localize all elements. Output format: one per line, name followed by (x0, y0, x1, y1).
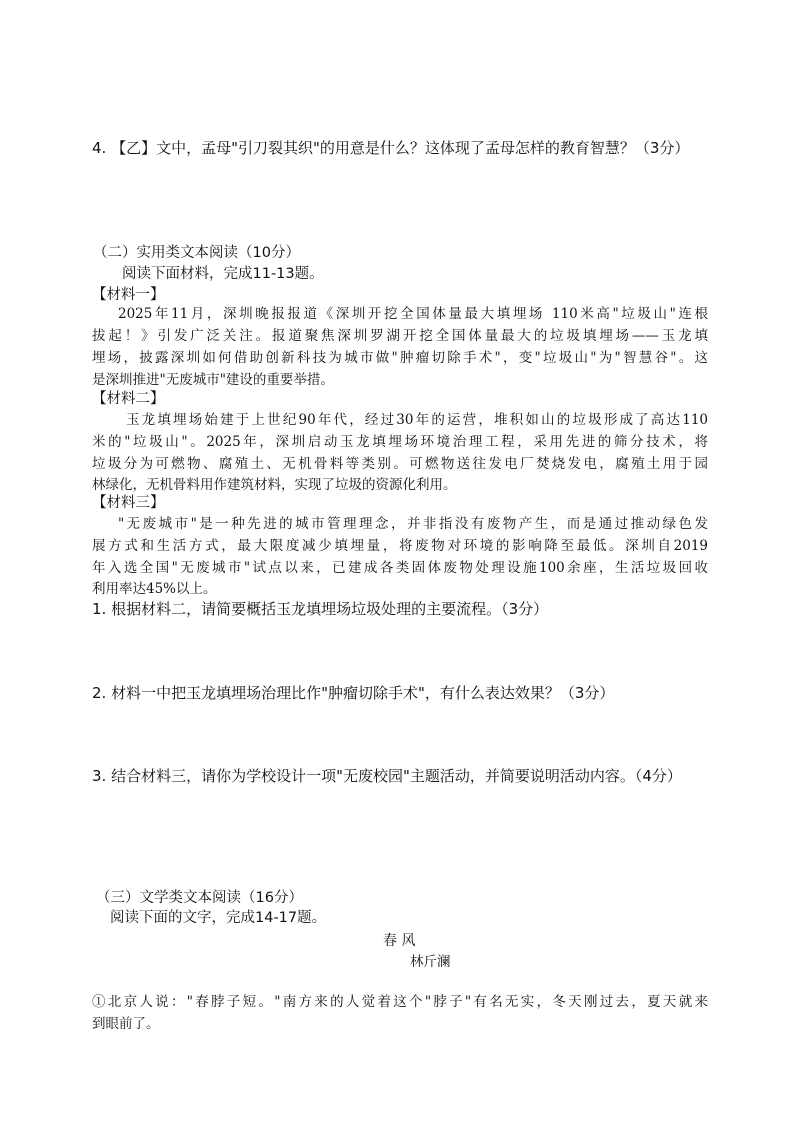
material-2-line-3: 垃圾分为可燃物、腐殖土、无机骨料等类别。可燃物送往发电厂焚烧发电，腐殖土用于园 (92, 456, 708, 472)
material-2-line-1: 玉龙填埋场始建于上世纪90年代，经过30年的运营，堆积如山的垃圾形成了高达110 (126, 412, 708, 428)
section-3-heading: （三）文学类文本阅读（16分） (96, 890, 303, 906)
question-4: 4. 【乙】文中，孟母"引刀裂其织"的用意是什么？这体现了孟母怎样的教育智慧？（3分） (92, 139, 690, 157)
section-3-instruction: 阅读下面的文字，完成14-17题。 (110, 910, 327, 926)
material-3-line-3: 年入选全国"无废城市"试点以来，已建成各类固体废物处理设施100余座，生活垃圾回收 (92, 560, 708, 576)
material-2-line-2: 米的"垃圾山"。2025年，深圳启动玉龙填埋场环境治理工程，采用先进的筛分技术，将 (92, 434, 708, 450)
section-2-instruction: 阅读下面材料，完成11-13题。 (122, 266, 324, 282)
material-3-line-4: 利用率达45%以上。 (92, 581, 217, 597)
story-title: 春 风 (383, 933, 416, 949)
material-1-line-2: 拔起！》引发广泛关注。报道聚焦深圳罗湖开挖全国体量最大的垃圾填埋场——玉龙填 (92, 328, 708, 344)
question-13: 3. 结合材料三，请你为学校设计一项"无废校园"主题活动，并简要说明活动内容。（4分） (92, 767, 682, 785)
section-2-heading: （二）实用类文本阅读（10分） (93, 245, 300, 261)
story-paragraph-1-line-2: 到眼前了。 (92, 1016, 160, 1032)
material-1-label: 【材料一】 (92, 287, 165, 303)
story-paragraph-1-line-1: ①北京人说："春脖子短。"南方来的人觉着这个"脖子"有名无实，冬天刚过去，夏天就来 (92, 994, 708, 1010)
material-2-label: 【材料二】 (92, 391, 165, 407)
question-12: 2. 材料一中把玉龙填埋场治理比作"肿瘤切除手术"，有什么表达效果？（3分） (92, 684, 615, 702)
question-11: 1. 根据材料二，请简要概括玉龙填埋场垃圾处理的主要流程。（3分） (92, 600, 549, 618)
material-1-line-4: 是深圳推进"无废城市"建设的重要举措。 (92, 372, 334, 388)
material-3-line-2: 展方式和生活方式，最大限度减少填埋量，将废物对环境的影响降至最低。深圳自2019 (92, 538, 708, 554)
material-1-line-3: 埋场，披露深圳如何借助创新科技为城市做"肿瘤切除手术"，变"垃圾山"为"智慧谷"。这 (92, 350, 708, 366)
material-2-line-4: 林绿化，无机骨料用作建筑材料，实现了垃圾的资源化利用。 (92, 477, 457, 493)
material-3-label: 【材料三】 (92, 495, 165, 511)
material-1-line-1: 2025年11月，深圳晚报报道《深圳开挖全国体量最大填埋场 110米高"垃圾山"连根 (118, 306, 708, 322)
material-3-line-1: "无废城市"是一种先进的城市管理理念，并非指没有废物产生，而是通过推动绿色发 (118, 516, 708, 532)
story-author: 林斤澜 (410, 954, 451, 970)
